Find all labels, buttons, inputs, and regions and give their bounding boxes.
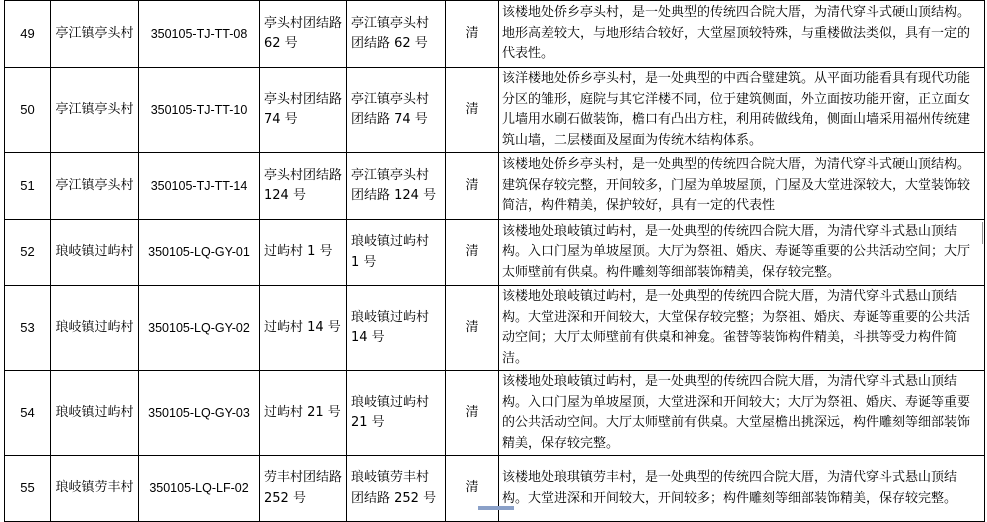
table-row <box>5 220 985 286</box>
row-era: 清 <box>446 286 499 371</box>
row-description: 该楼地处琅岐镇过屿村，是一处典型的传统四合院大厝，为清代穿斗式悬山顶结构。大堂进深和开间较大，大堂保存较完整；为祭祖、婚庆、寿诞等重要的公共活动空间；大厅太师壁前有供桌和神龛。雀替等装饰构件精美，斗拱等受力构件简洁。 <box>499 286 985 371</box>
row-location: 琅岐镇过屿村 1 号 <box>347 220 446 286</box>
row-code: 350105-LQ-LF-02 <box>139 456 260 522</box>
row-description: 该楼地处琅琪镇劳丰村，是一处典型的传统四合院大厝，为清代穿斗式悬山顶结构。大堂进深和开间较大，开间较多；构件雕刻等细部装饰精美，保存较完整。 <box>499 456 985 522</box>
table-row <box>5 371 985 456</box>
table-row <box>5 153 985 220</box>
row-town: 亭江镇亭头村 <box>51 68 139 153</box>
row-town: 琅岐镇过屿村 <box>51 371 139 456</box>
row-era: 清 <box>446 456 499 522</box>
row-location: 亭江镇亭头村团结路 62 号 <box>347 1 446 68</box>
row-town: 亭江镇亭头村 <box>51 1 139 68</box>
row-code: 350105-LQ-GY-03 <box>139 371 260 456</box>
row-location: 琅岐镇过屿村 21 号 <box>347 371 446 456</box>
row-era: 清 <box>446 153 499 220</box>
row-description: 该楼地处琅岐镇过屿村，是一处典型的传统四合院大厝，为清代穿斗式悬山顶结构。入口门屋为单坡屋顶，大堂进深和开间较大；大厅为祭祖、婚庆、寿诞等重要的公共活动空间。大厅太师壁前有供桌。大堂屋檐出挑深远，构件雕刻等细部装饰精美，保存较完整。 <box>499 371 985 456</box>
table-row <box>5 1 985 68</box>
row-address: 劳丰村团结路 252 号 <box>260 456 347 522</box>
row-number: 49 <box>5 1 51 68</box>
scroll-edge-marker <box>982 222 987 244</box>
row-description: 该楼地处琅岐镇过屿村，是一处典型的传统四合院大厝，为清代穿斗式悬山顶结构。入口门屋为单坡屋顶。大厅为祭祖、婚庆、寿诞等重要的公共活动空间；大厅太师壁前有供桌。构件雕刻等细部装饰精美，保存较完整。 <box>499 220 985 286</box>
row-town: 琅岐镇过屿村 <box>51 286 139 371</box>
row-location: 亭江镇亭头村团结路 124 号 <box>347 153 446 220</box>
row-address: 过屿村 14 号 <box>260 286 347 371</box>
heritage-table <box>4 0 985 522</box>
row-town: 亭江镇亭头村 <box>51 153 139 220</box>
row-town: 琅岐镇劳丰村 <box>51 456 139 522</box>
row-code: 350105-TJ-TT-14 <box>139 153 260 220</box>
row-description: 该楼地处侨乡亭头村，是一处典型的传统四合院大厝，为清代穿斗式硬山顶结构。建筑保存较完整，开间较多，门屋为单坡屋顶，门屋及大堂进深较大，大堂装饰较简洁，构件精美，保护较好，具有一定的代表性 <box>499 153 985 220</box>
selection-marker <box>478 506 514 510</box>
row-era: 清 <box>446 1 499 68</box>
row-number: 51 <box>5 153 51 220</box>
row-era: 清 <box>446 371 499 456</box>
row-era: 清 <box>446 220 499 286</box>
row-description: 该楼地处侨乡亭头村，是一处典型的传统四合院大厝，为清代穿斗式硬山顶结构。地形高差较大，与地形结合较好，大堂屋顶较特殊，与重楼做法类似，具有一定的代表性。 <box>499 1 985 68</box>
row-number: 53 <box>5 286 51 371</box>
row-address: 亭头村团结路 74 号 <box>260 68 347 153</box>
row-code: 350105-TJ-TT-10 <box>139 68 260 153</box>
row-number: 55 <box>5 456 51 522</box>
row-code: 350105-LQ-GY-01 <box>139 220 260 286</box>
table-row <box>5 68 985 153</box>
row-location: 琅岐镇过屿村 14 号 <box>347 286 446 371</box>
row-code: 350105-TJ-TT-08 <box>139 1 260 68</box>
row-description: 该洋楼地处侨乡亭头村，是一处典型的中西合璧建筑。从平面功能看具有现代功能分区的雏形，庭院与其它洋楼不同，位于建筑侧面，外立面按功能开窗，正立面女儿墙用水刷石做装饰，檐口有凸出方柱，利用砖做线角，侧面山墙采用福州传统建筑山墙，二层楼面及屋面为传统木结构体系。 <box>499 68 985 153</box>
row-town: 琅岐镇过屿村 <box>51 220 139 286</box>
row-address: 过屿村 1 号 <box>260 220 347 286</box>
row-number: 54 <box>5 371 51 456</box>
row-address: 亭头村团结路 62 号 <box>260 1 347 68</box>
row-address: 亭头村团结路 124 号 <box>260 153 347 220</box>
row-number: 52 <box>5 220 51 286</box>
row-location: 琅岐镇劳丰村团结路 252 号 <box>347 456 446 522</box>
row-code: 350105-LQ-GY-02 <box>139 286 260 371</box>
row-number: 50 <box>5 68 51 153</box>
row-address: 过屿村 21 号 <box>260 371 347 456</box>
table-row <box>5 286 985 371</box>
table-row <box>5 456 985 522</box>
row-location: 亭江镇亭头村团结路 74 号 <box>347 68 446 153</box>
row-era: 清 <box>446 68 499 153</box>
